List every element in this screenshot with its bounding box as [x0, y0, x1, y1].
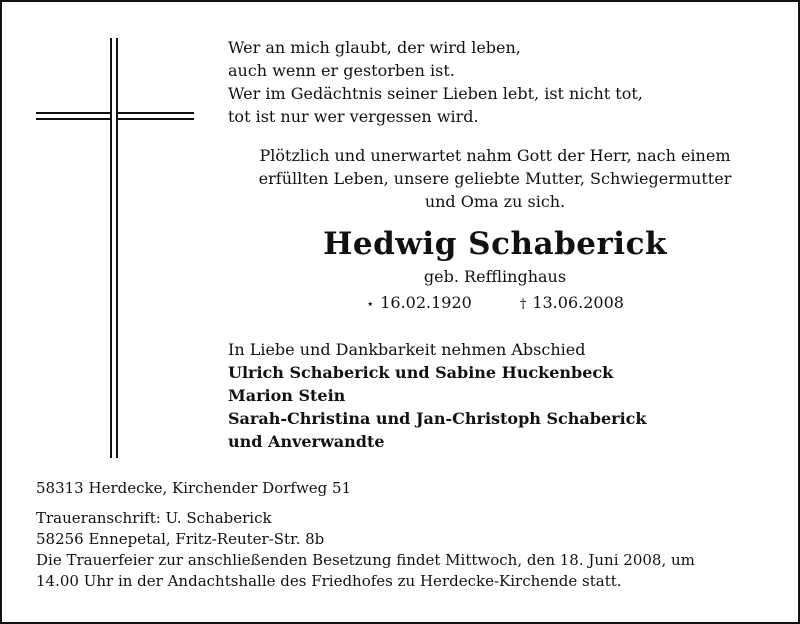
birth-name: geb. Refflinghaus	[423, 267, 567, 286]
cross-upright	[110, 38, 118, 458]
residence-address: 58313 Herdecke, Kirchender Dorfweg 51	[36, 479, 352, 497]
mourner-line: und Anverwandte	[228, 432, 385, 451]
farewell-text: In Liebe und Dankbarkeit nehmen Abschied	[228, 340, 586, 359]
footer-line: Traueranschrift: U. Schaberick	[36, 509, 272, 527]
death-date: 13.06.2008	[532, 293, 624, 312]
deceased-name: Hedwig Schaberick	[323, 226, 667, 262]
footer-line: 14.00 Uhr in der Andachtshalle des Friedhofes zu Herdecke-Kirchende statt.	[36, 572, 622, 590]
cross-icon	[36, 38, 196, 458]
verse-line: Wer an mich glaubt, der wird leben,	[228, 38, 521, 57]
mourner-line: Ulrich Schaberick und Sabine Huckenbeck	[228, 363, 614, 382]
mourner-line: Sarah-Christina und Jan-Christoph Schaberick	[228, 409, 647, 428]
intro-text	[228, 144, 762, 213]
birth-star-icon: ⋆	[366, 297, 375, 312]
mourner-line: Marion Stein	[228, 386, 346, 405]
verse-line: tot ist nur wer vergessen wird.	[228, 107, 479, 126]
verse-line: auch wenn er gestorben ist.	[228, 61, 455, 80]
footer-line: Die Trauerfeier zur anschließenden Besetzung findet Mittwoch, den 18. Juni 2008, um	[36, 551, 695, 569]
bible-verse	[228, 36, 643, 128]
birth-date: 16.02.1920	[380, 293, 472, 312]
verse-line: Wer im Gedächtnis seiner Lieben lebt, ist nicht tot,	[228, 84, 643, 103]
intro-line: Plötzlich und unerwartet nahm Gott der Herr, nach einem	[259, 146, 731, 165]
life-dates	[228, 292, 762, 316]
intro-line: und Oma zu sich.	[424, 192, 566, 211]
intro-line: erfüllten Leben, unsere geliebte Mutter, Schwiegermutter	[258, 169, 732, 188]
footer-line: 58256 Ennepetal, Fritz-Reuter-Str. 8b	[36, 530, 325, 548]
mourners-list	[228, 361, 646, 453]
funeral-details	[36, 508, 695, 592]
death-dagger-icon: †	[519, 297, 527, 312]
